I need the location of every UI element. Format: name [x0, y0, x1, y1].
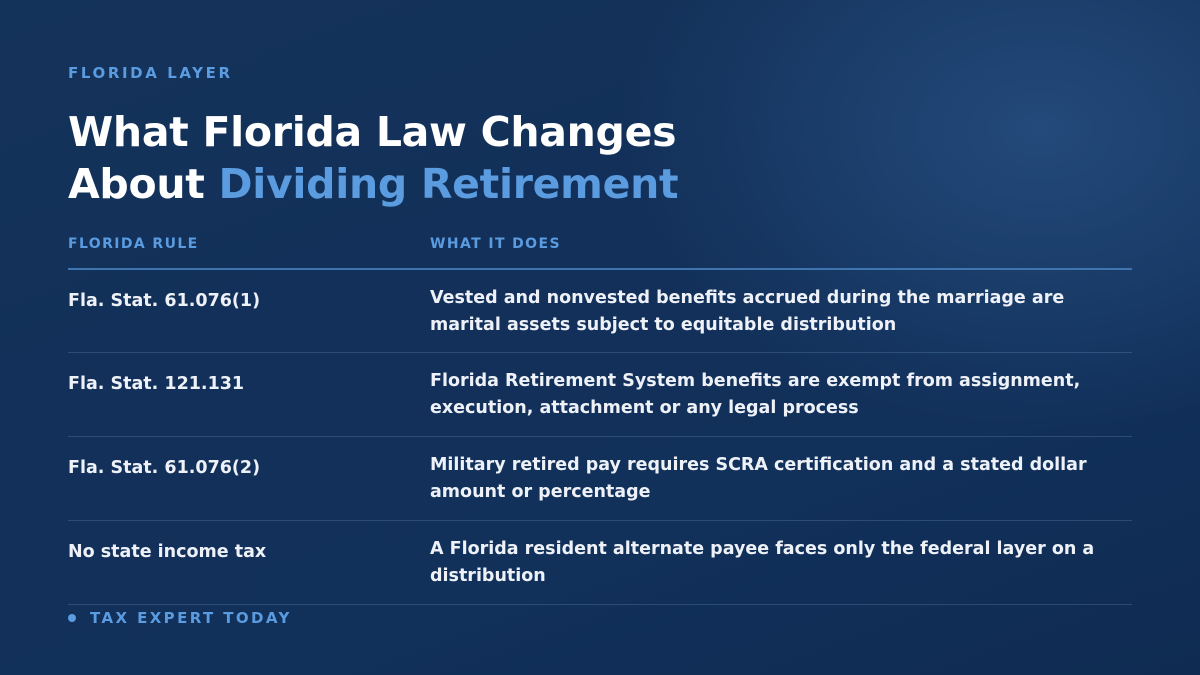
table-row: [68, 437, 1132, 521]
rules-table-body: [68, 270, 1132, 605]
header-what-it-does: WHAT IT DOES: [430, 236, 561, 252]
page-title: [68, 106, 678, 210]
title-line-1: What Florida Law Changes: [68, 108, 677, 156]
table-row: [68, 353, 1132, 437]
rule-cell: Fla. Stat. 61.076(2): [68, 458, 261, 478]
table-row: [68, 270, 1132, 353]
description-cell: Military retired pay requires SCRA certification and a stated dollar amount or percentage: [430, 455, 1087, 502]
description-cell: Vested and nonvested benefits accrued during the marriage are marital assets subject to equitable distribution: [430, 288, 1065, 335]
title-line-2-plain: About: [68, 160, 219, 208]
rule-cell: Fla. Stat. 61.076(1): [68, 291, 261, 311]
rule-cell: No state income tax: [68, 542, 267, 562]
table-row: [68, 521, 1132, 605]
description-cell: A Florida resident alternate payee faces only the federal layer on a distribution: [430, 539, 1095, 586]
description-cell: Florida Retirement System benefits are exempt from assignment, execution, attachment or any legal process: [430, 371, 1081, 418]
eyebrow-label: FLORIDA LAYER: [68, 64, 233, 82]
title-line-2-accent: Dividing Retirement: [218, 160, 679, 208]
rule-cell: Fla. Stat. 121.131: [68, 374, 245, 394]
header-florida-rule: FLORIDA RULE: [68, 236, 199, 252]
bullet-dot-icon: [68, 614, 76, 622]
table-header: [68, 236, 1132, 270]
footer-brand: [68, 609, 292, 627]
brand-name: TAX EXPERT TODAY: [90, 609, 292, 627]
